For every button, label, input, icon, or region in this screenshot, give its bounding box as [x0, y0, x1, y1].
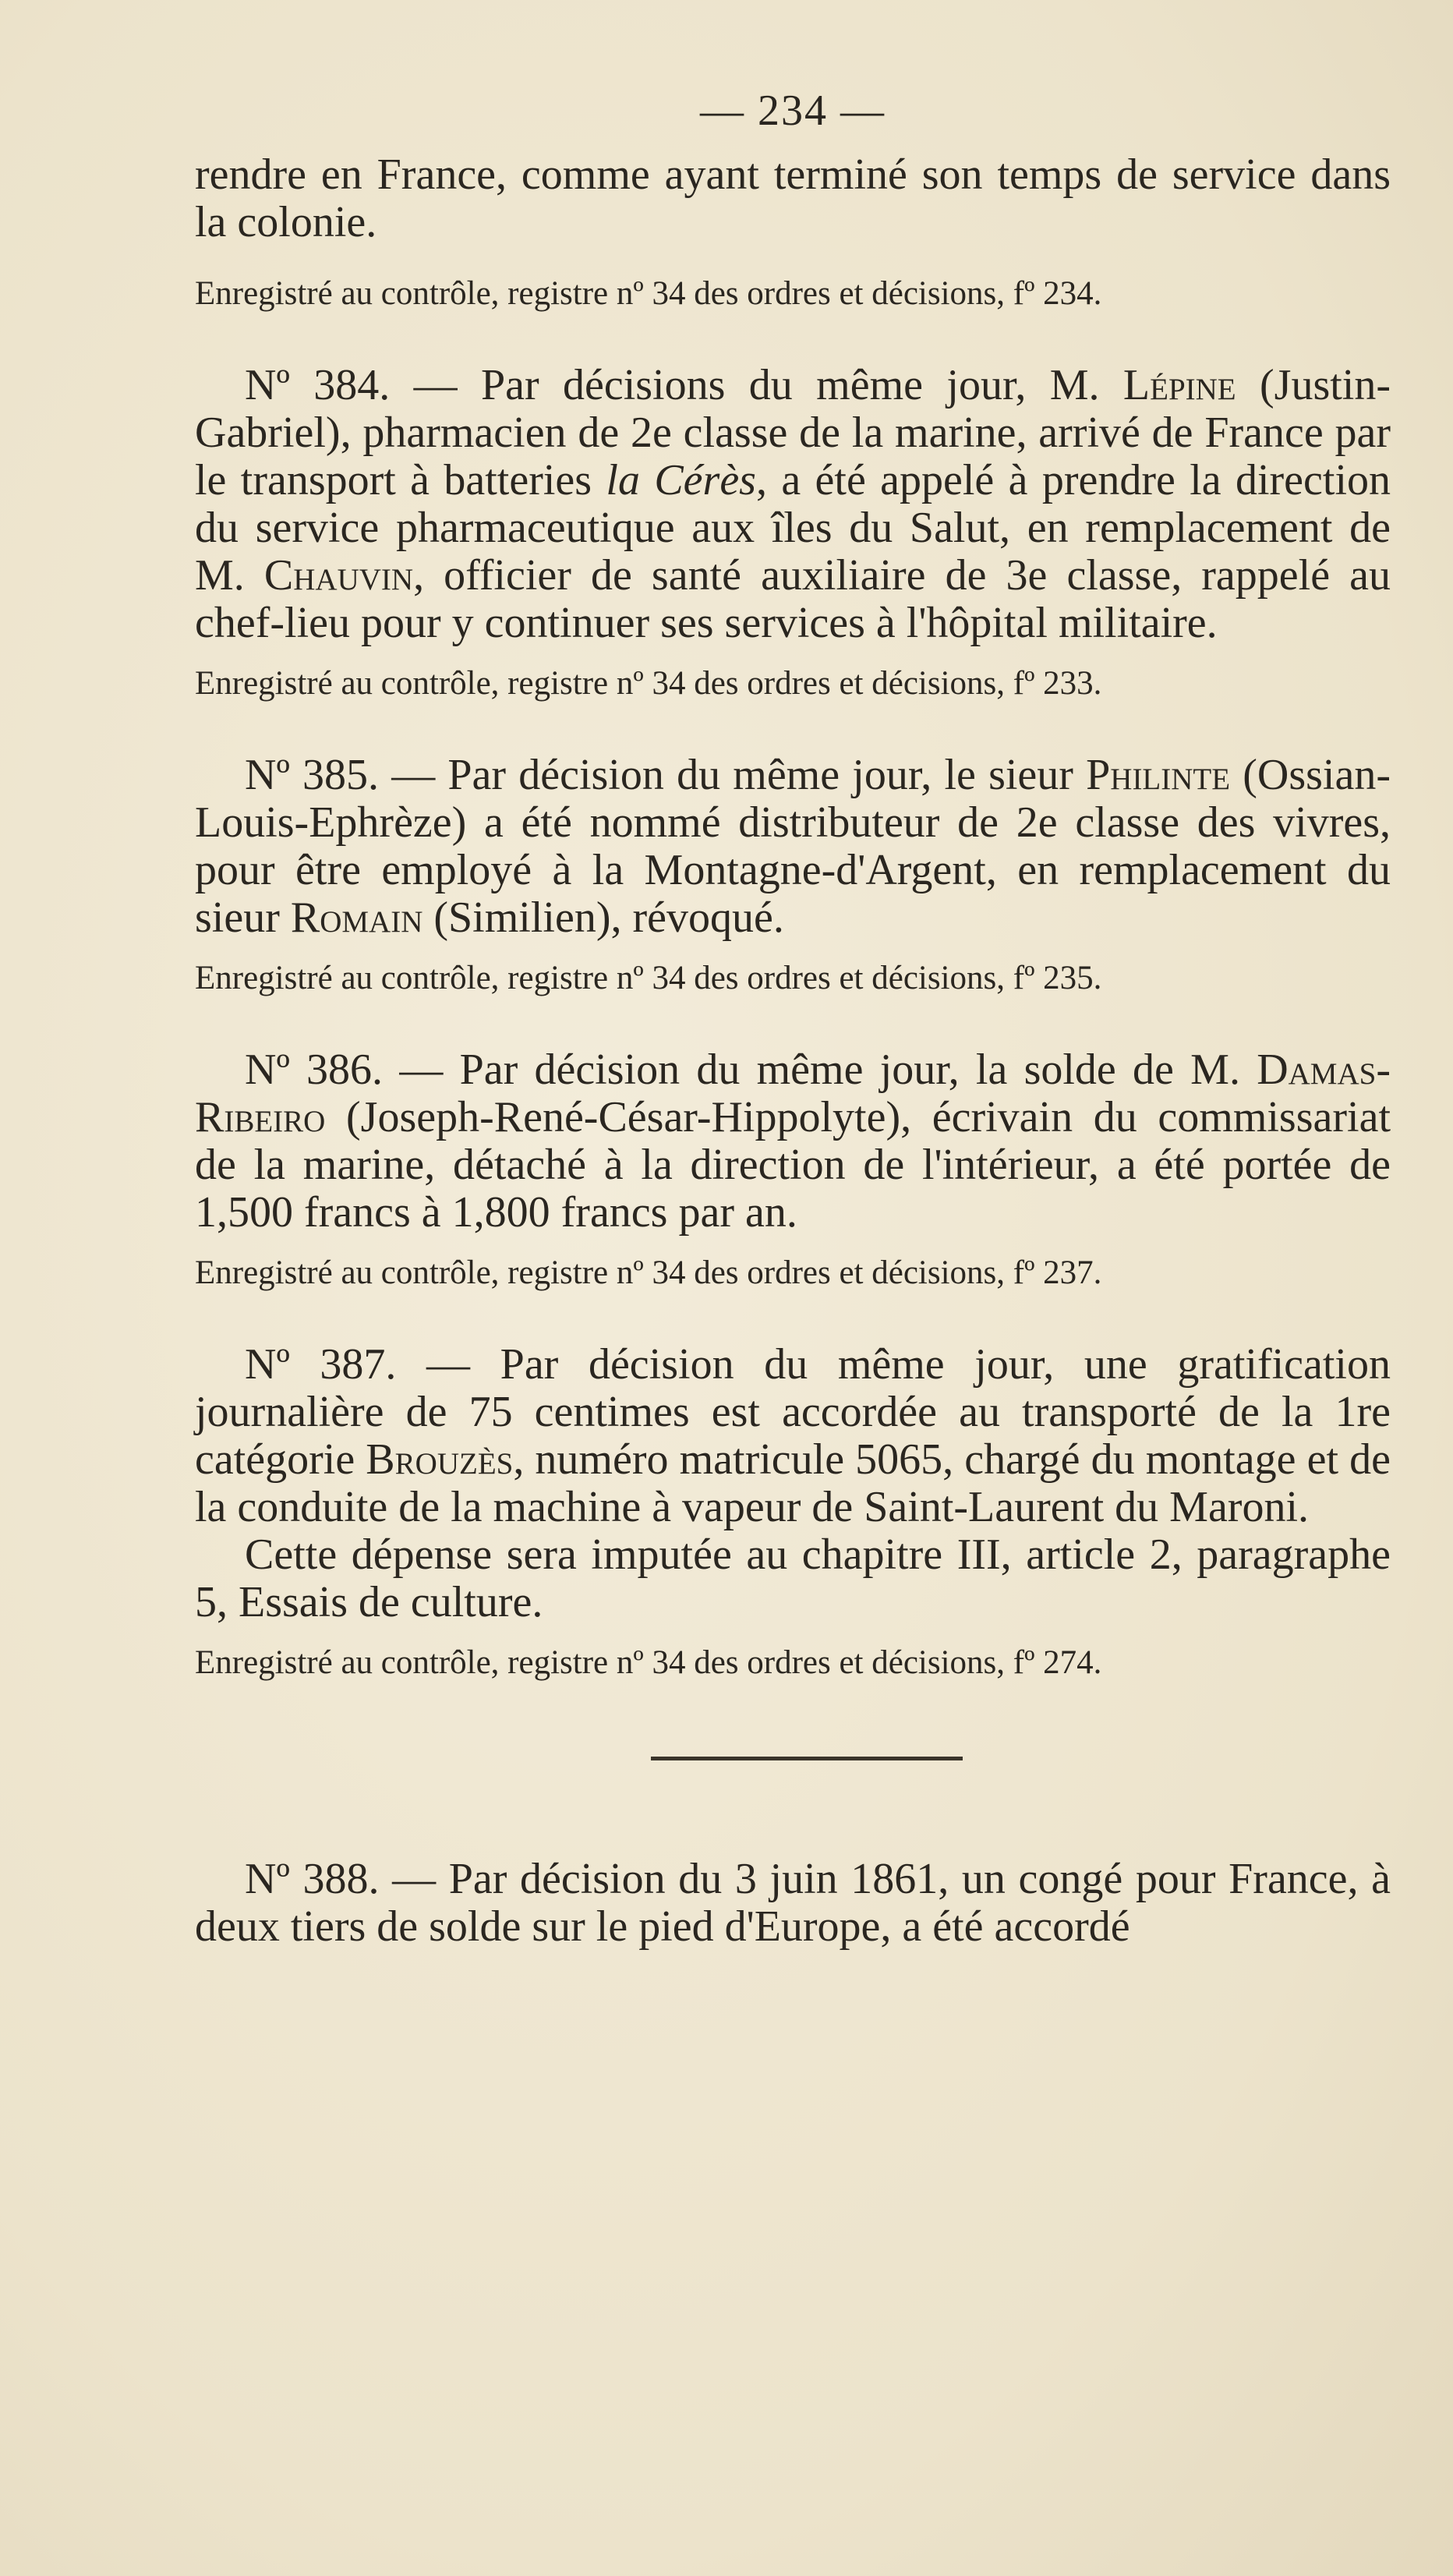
entry-387-expense: Cette dépense sera imputée au chapitre III, article 2, paragraphe 5, Essais de culture. [195, 1530, 1391, 1626]
entry-388: Nº 388. — Par décision du 3 juin 1861, un congé pour France, à deux tiers de solde sur le pied d'Europe, a été accordé [195, 1855, 1391, 1951]
person-name: Chauvin [263, 551, 414, 600]
person-name: Romain [290, 893, 423, 942]
entry-386: Nº 386. — Par décision du même jour, la solde de M. Damas-Ribeiro (Joseph-René-César-Hippolyte), écrivain du commissariat de la marine, détaché à la direction de l'intérieur, a été portée de 1,500 francs à 1,800 francs par an. [195, 1046, 1391, 1237]
text-body-continued [195, 1856, 1391, 1951]
continuation-paragraph: rendre en France, comme ayant terminé son temps de service dans la colonie. [195, 150, 1391, 246]
registration-note: Enregistré au contrôle, registre nº 34 des ordres et décisions, fº 237. [195, 1254, 1102, 1291]
registration-note: Enregistré au contrôle, registre nº 34 des ordres et décisions, fº 274. [195, 1644, 1102, 1681]
person-name: Brouzès [366, 1435, 514, 1484]
person-name: Damas-Ribeiro [195, 1046, 1391, 1141]
registration-note: Enregistré au contrôle, registre nº 34 des ordres et décisions, fº 233. [195, 665, 1102, 702]
page-number: — 234 — [700, 87, 886, 135]
text-body [195, 151, 1391, 1683]
registration-note: Enregistré au contrôle, registre nº 34 des ordres et décisions, fº 235. [195, 960, 1102, 996]
entry-387: Nº 387. — Par décision du même jour, une gratification journalière de 75 centimes est accordée au transporté de la 1re catégorie Brouzès, numéro matricule 5065, chargé du montage et de la conduite de la machine à vapeur de Saint-Laurent du Maroni. [195, 1340, 1391, 1531]
registration-note: Enregistré au contrôle, registre nº 34 des ordres et décisions, fº 234. [195, 275, 1102, 312]
entry-385: Nº 385. — Par décision du même jour, le sieur Philinte (Ossian-Louis-Ephrèze) a été nommé distributeur de 2e classe des vivres, pour être employé à la Montagne-d'Argent, en remplacement du sieur Romain (Similien), révoqué. [195, 751, 1391, 942]
ship-name: la Cérès [606, 456, 756, 504]
person-name: Lépine [1122, 361, 1236, 409]
person-name: Philinte [1086, 751, 1231, 799]
entry-384: Nº 384. — Par décisions du même jour, M. Lépine (Justin-Gabriel), pharmacien de 2e classe de la marine, arrivé de France par le transport à batteries la Cérès, a été appelé à prendre la direction du service pharmaceutique aux îles du Salut, en remplacement de M. Chauvin, officier de santé auxiliaire de 3e classe, rappelé au chef-lieu pour y continuer ses services à l'hôpital militaire. [195, 361, 1391, 647]
